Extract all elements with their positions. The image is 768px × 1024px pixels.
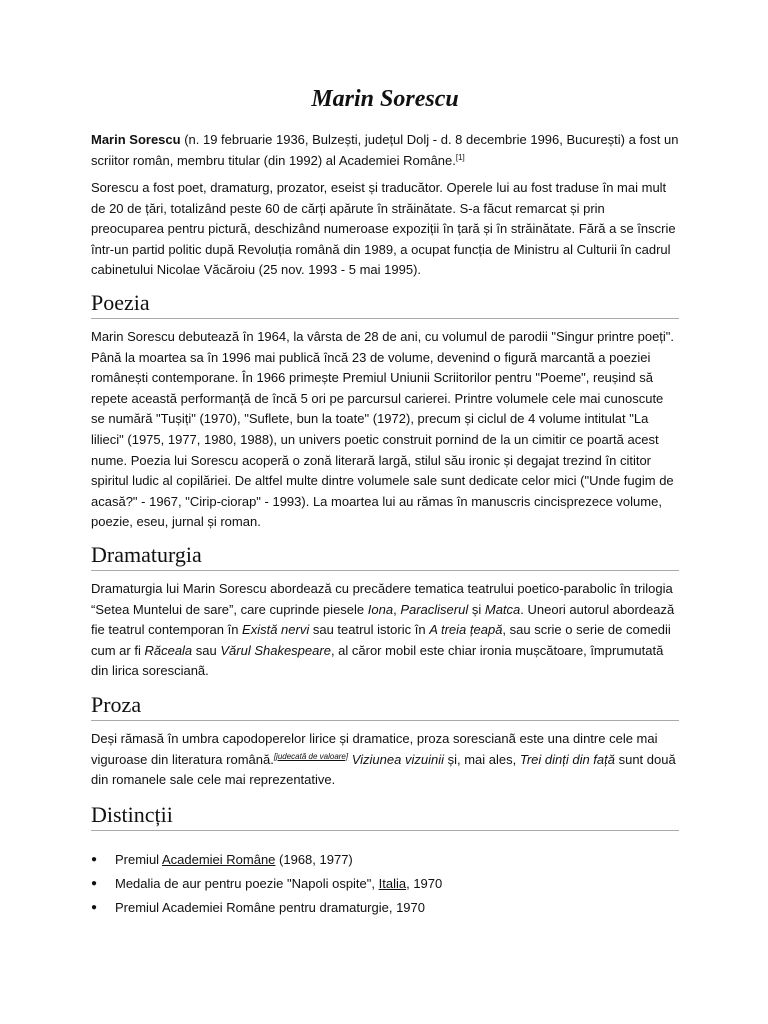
section-heading-distinctii: Distincții (91, 802, 679, 831)
bullet-icon: ● (91, 902, 98, 913)
list-item: ● Premiul Academiei Române pentru dramaturgie, 1970 (91, 896, 679, 920)
section-heading-dramaturgia: Dramaturgia (91, 542, 679, 571)
academy-link[interactable]: Academiei Române (161, 852, 276, 867)
italy-link[interactable]: Italia (378, 876, 407, 891)
intro-paragraph: Marin Sorescu (n. 19 februarie 1936, Bulzești, județul Dolj - d. 8 decembrie 1996, București) a fost un scriitor român, membru titular (din 1992) al Academiei Române.[1] (91, 132, 679, 168)
poezia-paragraph: Marin Sorescu debutează în 1964, la vârsta de 28 de ani, cu volumul de parodii "Singur printre poeți". Până la moartea sa în 1996 mai publică încă 23 de volume, devenind o figură marcantă a poeziei românești contemporane. În 1966 primește Premiul Uniunii Scriitorilor pentru "Poeme", reușind să repete această performanță de încă 5 ori pe parcursul carierei. Printre volumele cele mai cunoscute se numără "Tușiți" (1970), "Suflete, bun la toate" (1972), precum și ciclul de 4 volume intitulat "La lilieci" (1975, 1977, 1980, 1988), un univers poetic construit pornind de la un cimitir ce poartă acest nume. Poezia lui Sorescu acoperă o zonă literară largă, stilul său ironic și degajat trezind în cititor spiritul ludic al copilăriei. De altfel multe dintre volumele sale sunt dedicate celor mici ("Unde fugim de acasă?" - 1967, "Cirip-ciorap" - 1993). La moartea lui au rămas în manuscris cincisprezece volume, poezie, eseu, jurnal și roman. (91, 329, 675, 530)
page-title: Marin Sorescu (311, 86, 459, 112)
subject-name: Marin Sorescu (91, 132, 181, 147)
bullet-icon: ● (91, 878, 98, 889)
list-item: ● Premiul Academiei Române (1968, 1977) (91, 848, 679, 872)
bullet-icon: ● (91, 854, 98, 865)
awards-list (91, 848, 679, 920)
reference-link[interactable]: [1] (455, 152, 465, 162)
dramaturgia-paragraph: Dramaturgia lui Marin Sorescu abordează cu precădere tematica teatrului poetico-parabolic în trilogia “Setea Muntelui de sare”, care cuprinde piesele Iona, Paracliserul și Matca. Uneori autorul abordează fie teatrul contemporan în Există nervi sau teatrul istoric în A treia țeapă, sau scrie o serie de comedii cum ar fi Răceala sau Vărul Shakespeare, al căror mobil este chiar ironia mușcătoare, împrumutată din lirica sorescianã. (91, 581, 675, 679)
list-item: ● Medalia de aur pentru poezie "Napoli ospite", Italia, 1970 (91, 872, 679, 896)
judgement-note-link[interactable]: [judecată de valoare] (273, 751, 349, 761)
section-heading-poezia: Poezia (91, 290, 679, 319)
biography-paragraph: Sorescu a fost poet, dramaturg, prozator, eseist și traducător. Operele lui au fost traduse în mai mult de 20 de țări, totalizând peste 60 de cărți apărute în străinătate. S-a făcut remarcat și prin preocuparea pentru pictură, deschizând numeroase expoziții în țară și în străinătate. Fără a se înscrie într-un partid politic după Revoluția română din 1989, a ocupat funcția de Ministru al Culturii în cadrul cabinetului Nicolae Văcăroiu (25 nov. 1993 - 5 mai 1995). (91, 180, 676, 278)
proza-paragraph: Deși rămasă în umbra capodoperelor lirice și dramatice, proza sorescianã este una dintre cele mai viguroase din literatura română.[judecată de valoare] Viziunea vizuinii și, mai ales, Trei dinți din față sunt două din romanele sale cele mai reprezentative. (91, 731, 676, 788)
section-heading-proza: Proza (91, 692, 679, 721)
